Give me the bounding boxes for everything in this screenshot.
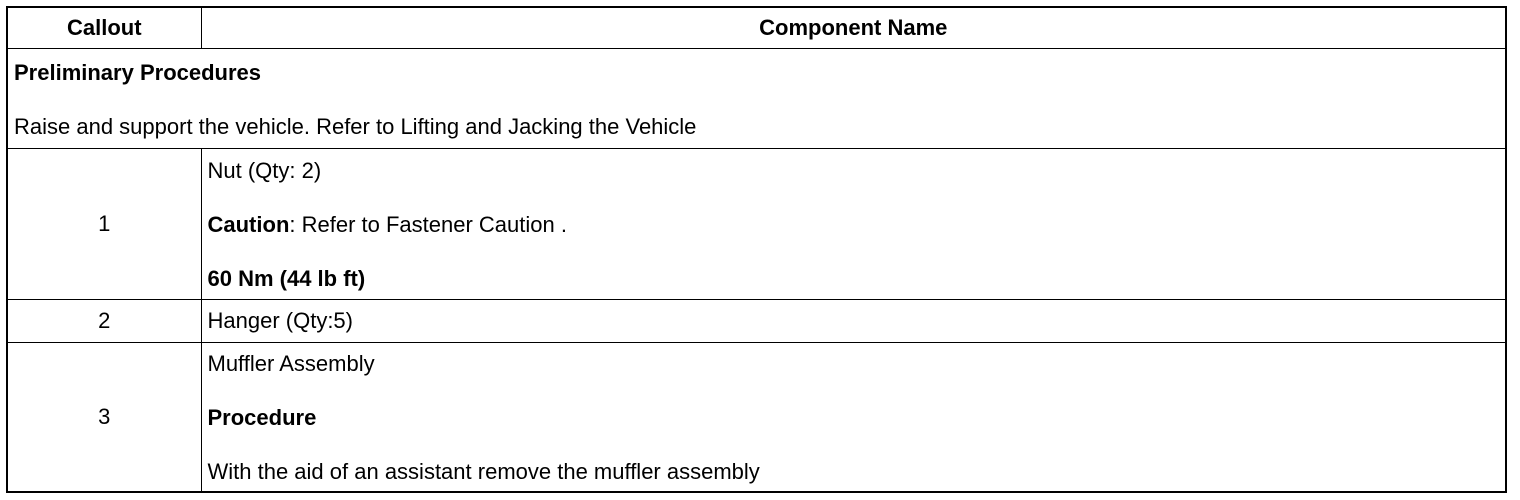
- component-name: Hanger (Qty:5): [201, 300, 1506, 343]
- preliminary-cell: [7, 49, 1506, 149]
- table-header-row: [7, 7, 1506, 49]
- table-row: [7, 343, 1506, 492]
- spacer: [208, 184, 1500, 211]
- caution-label: Caution: [207, 211, 290, 237]
- spacer: [208, 377, 1500, 404]
- header-component-name: Component Name: [201, 7, 1506, 49]
- preliminary-title: Preliminary Procedures: [14, 60, 262, 86]
- header-callout: Callout: [7, 7, 201, 49]
- spacer: [208, 431, 1500, 458]
- spacer: [14, 86, 1499, 113]
- spacer: [208, 238, 1500, 265]
- procedure-label: Procedure: [207, 404, 317, 430]
- component-name: Muffler Assembly: [207, 350, 375, 376]
- table-row: [7, 149, 1506, 300]
- callout-number: 3: [7, 343, 201, 492]
- table-row: [7, 300, 1506, 343]
- component-cell: [201, 343, 1506, 492]
- callout-number: 1: [7, 149, 201, 300]
- caution-line: [208, 211, 1500, 238]
- callout-number: 2: [7, 300, 201, 343]
- preliminary-row: [7, 49, 1506, 149]
- component-name: Nut (Qty: 2): [207, 157, 322, 183]
- caution-text: : Refer to Fastener Caution .: [289, 211, 567, 237]
- procedure-text: With the aid of an assistant remove the muffler assembly: [207, 458, 760, 484]
- torque-spec: 60 Nm (44 lb ft): [207, 265, 366, 291]
- component-cell: [201, 149, 1506, 300]
- preliminary-text: Raise and support the vehicle. Refer to Lifting and Jacking the Vehicle: [14, 114, 697, 140]
- callout-table: [6, 6, 1507, 493]
